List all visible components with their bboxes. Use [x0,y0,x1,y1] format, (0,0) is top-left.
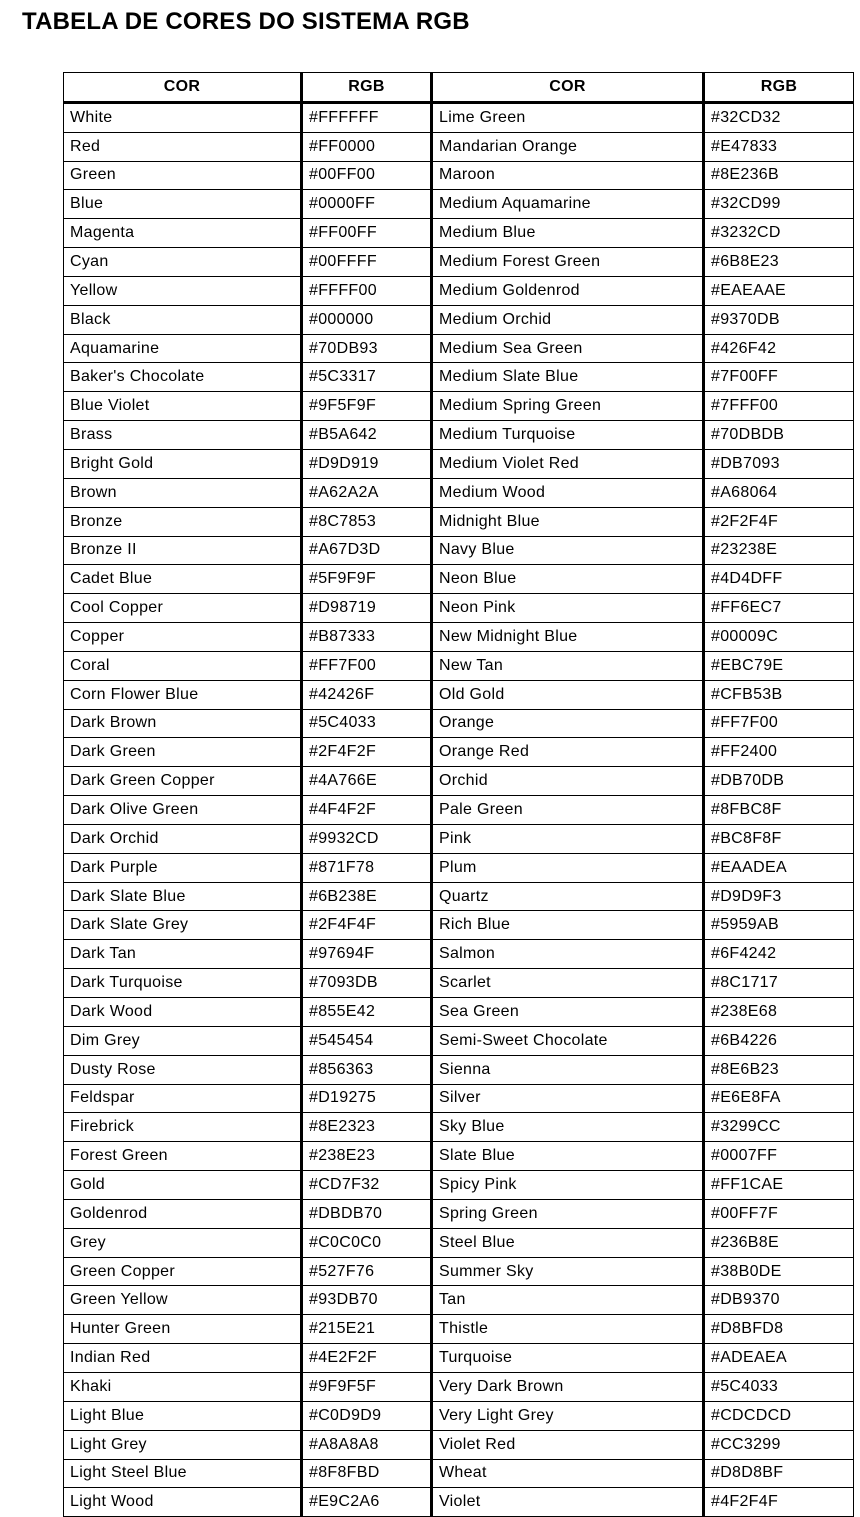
color-name-cell: Medium Aquamarine [432,190,704,219]
table-row [64,161,854,190]
color-name-cell: Medium Slate Blue [432,363,704,392]
color-name-cell: New Midnight Blue [432,623,704,652]
color-name-cell: Medium Wood [432,478,704,507]
rgb-code-cell: #A67D3D [302,536,432,565]
rgb-code-cell: #4F4F2F [302,796,432,825]
table-row [64,1228,854,1257]
color-name-cell: Medium Goldenrod [432,276,704,305]
rgb-code-cell: #CD7F32 [302,1171,432,1200]
table-row [64,248,854,277]
color-name-cell: Dark Wood [64,998,302,1027]
color-name-cell: Dark Tan [64,940,302,969]
color-name-cell: Spicy Pink [432,1171,704,1200]
rgb-code-cell: #D8BFD8 [704,1315,854,1344]
table-row [64,478,854,507]
rgb-code-cell: #9F9F5F [302,1372,432,1401]
color-name-cell: Rich Blue [432,911,704,940]
rgb-code-cell: #00FF7F [704,1199,854,1228]
rgb-code-cell: #9932CD [302,824,432,853]
color-name-cell: Medium Orchid [432,305,704,334]
color-name-cell: Dark Green [64,738,302,767]
color-name-cell: Old Gold [432,680,704,709]
color-name-cell: Blue [64,190,302,219]
rgb-code-cell: #A62A2A [302,478,432,507]
table-row [64,1113,854,1142]
color-name-cell: Orchid [432,767,704,796]
rgb-code-cell: #D9D919 [302,449,432,478]
rgb-code-cell: #6F4242 [704,940,854,969]
rgb-code-cell: #EAADEA [704,853,854,882]
rgb-code-cell: #70DB93 [302,334,432,363]
color-name-cell: Orange [432,709,704,738]
color-name-cell: Very Dark Brown [432,1372,704,1401]
rgb-code-cell: #CFB53B [704,680,854,709]
color-name-cell: Dim Grey [64,1026,302,1055]
rgb-code-cell: #E9C2A6 [302,1488,432,1517]
table-row [64,680,854,709]
color-name-cell: Magenta [64,219,302,248]
table-row [64,738,854,767]
color-name-cell: Maroon [432,161,704,190]
rgb-code-cell: #5C4033 [704,1372,854,1401]
table-row [64,998,854,1027]
color-name-cell: Steel Blue [432,1228,704,1257]
table-row [64,1199,854,1228]
rgb-code-cell: #5C3317 [302,363,432,392]
column-header-color-1: COR [64,73,302,103]
rgb-code-cell: #C0C0C0 [302,1228,432,1257]
rgb-code-cell: #42426F [302,680,432,709]
color-name-cell: Medium Turquoise [432,421,704,450]
color-name-cell: Neon Blue [432,565,704,594]
color-name-cell: Cadet Blue [64,565,302,594]
color-name-cell: Dark Brown [64,709,302,738]
color-name-cell: Bronze [64,507,302,536]
rgb-code-cell: #BC8F8F [704,824,854,853]
rgb-code-cell: #FFFFFF [302,102,432,132]
color-name-cell: Bronze II [64,536,302,565]
rgb-code-cell: #FF7F00 [302,651,432,680]
rgb-code-cell: #5C4033 [302,709,432,738]
rgb-code-cell: #4A766E [302,767,432,796]
column-header-color-2: COR [432,73,704,103]
color-name-cell: Mandarian Orange [432,132,704,161]
color-name-cell: Orange Red [432,738,704,767]
table-row [64,102,854,132]
table-row [64,276,854,305]
rgb-code-cell: #E47833 [704,132,854,161]
rgb-code-cell: #23238E [704,536,854,565]
color-name-cell: Medium Spring Green [432,392,704,421]
color-name-cell: Neon Pink [432,594,704,623]
rgb-code-cell: #DB9370 [704,1286,854,1315]
table-body [64,102,854,1516]
table-row [64,334,854,363]
table-row [64,392,854,421]
column-header-rgb-2: RGB [704,73,854,103]
color-name-cell: Medium Forest Green [432,248,704,277]
color-name-cell: Dark Orchid [64,824,302,853]
rgb-code-cell: #4F2F4F [704,1488,854,1517]
color-name-cell: Pink [432,824,704,853]
rgb-code-cell: #FF2400 [704,738,854,767]
color-table [63,72,854,1517]
rgb-code-cell: #0007FF [704,1142,854,1171]
color-name-cell: Scarlet [432,969,704,998]
color-name-cell: Aquamarine [64,334,302,363]
rgb-code-cell: #426F42 [704,334,854,363]
rgb-code-cell: #8E6B23 [704,1055,854,1084]
rgb-code-cell: #6B238E [302,882,432,911]
rgb-code-cell: #70DBDB [704,421,854,450]
rgb-code-cell: #FF0000 [302,132,432,161]
rgb-code-cell: #9F5F9F [302,392,432,421]
color-name-cell: Khaki [64,1372,302,1401]
table-row [64,1026,854,1055]
table-row [64,940,854,969]
rgb-code-cell: #3299CC [704,1113,854,1142]
table-row [64,709,854,738]
table-row [64,536,854,565]
table-row [64,1171,854,1200]
rgb-code-cell: #DB70DB [704,767,854,796]
rgb-code-cell: #5F9F9F [302,565,432,594]
table-row [64,1344,854,1373]
rgb-code-cell: #6B8E23 [704,248,854,277]
color-name-cell: Brown [64,478,302,507]
rgb-code-cell: #D8D8BF [704,1459,854,1488]
rgb-code-cell: #8E2323 [302,1113,432,1142]
rgb-code-cell: #4E2F2F [302,1344,432,1373]
color-name-cell: Silver [432,1084,704,1113]
color-name-cell: Thistle [432,1315,704,1344]
rgb-code-cell: #38B0DE [704,1257,854,1286]
color-name-cell: Slate Blue [432,1142,704,1171]
table-row [64,421,854,450]
rgb-code-cell: #8F8FBD [302,1459,432,1488]
color-name-cell: Salmon [432,940,704,969]
rgb-code-cell: #855E42 [302,998,432,1027]
rgb-code-cell: #32CD32 [704,102,854,132]
table-row [64,651,854,680]
table-row [64,449,854,478]
table-row [64,853,854,882]
color-name-cell: Copper [64,623,302,652]
rgb-code-cell: #545454 [302,1026,432,1055]
color-name-cell: Violet Red [432,1430,704,1459]
rgb-code-cell: #9370DB [704,305,854,334]
rgb-code-cell: #EAEAAE [704,276,854,305]
table-row [64,767,854,796]
color-name-cell: Wheat [432,1459,704,1488]
rgb-code-cell: #871F78 [302,853,432,882]
color-name-cell: Dark Turquoise [64,969,302,998]
color-name-cell: Red [64,132,302,161]
color-name-cell: Midnight Blue [432,507,704,536]
rgb-code-cell: #FFFF00 [302,276,432,305]
rgb-code-cell: #32CD99 [704,190,854,219]
table-row [64,911,854,940]
table-row [64,190,854,219]
rgb-code-cell: #2F4F4F [302,911,432,940]
table-row [64,1459,854,1488]
rgb-code-cell: #3232CD [704,219,854,248]
rgb-code-cell: #6B4226 [704,1026,854,1055]
table-row [64,132,854,161]
color-name-cell: Light Steel Blue [64,1459,302,1488]
page-title: TABELA DE CORES DO SISTEMA RGB [22,8,470,35]
color-name-cell: Yellow [64,276,302,305]
color-name-cell: Dusty Rose [64,1055,302,1084]
rgb-code-cell: #2F2F4F [704,507,854,536]
rgb-code-cell: #00FFFF [302,248,432,277]
color-name-cell: Quartz [432,882,704,911]
table-row [64,219,854,248]
table-row [64,882,854,911]
rgb-code-cell: #7FFF00 [704,392,854,421]
table-row [64,363,854,392]
color-name-cell: Pale Green [432,796,704,825]
color-name-cell: Dark Slate Grey [64,911,302,940]
rgb-code-cell: #FF6EC7 [704,594,854,623]
color-name-cell: Gold [64,1171,302,1200]
color-name-cell: Grey [64,1228,302,1257]
table-row [64,1430,854,1459]
table-row [64,1257,854,1286]
table-row [64,796,854,825]
table-row [64,1315,854,1344]
rgb-code-cell: #FF00FF [302,219,432,248]
rgb-code-cell: #8E236B [704,161,854,190]
rgb-code-cell: #93DB70 [302,1286,432,1315]
color-name-cell: Sea Green [432,998,704,1027]
rgb-code-cell: #00FF00 [302,161,432,190]
rgb-code-cell: #238E68 [704,998,854,1027]
rgb-code-cell: #CDCDCD [704,1401,854,1430]
column-header-rgb-1: RGB [302,73,432,103]
table-row [64,1142,854,1171]
table-row [64,305,854,334]
table-row [64,1055,854,1084]
table-row [64,565,854,594]
rgb-code-cell: #C0D9D9 [302,1401,432,1430]
color-name-cell: Cyan [64,248,302,277]
color-name-cell: Tan [432,1286,704,1315]
color-name-cell: New Tan [432,651,704,680]
color-name-cell: Light Grey [64,1430,302,1459]
rgb-code-cell: #8C7853 [302,507,432,536]
color-name-cell: Dark Slate Blue [64,882,302,911]
rgb-code-cell: #DB7093 [704,449,854,478]
color-name-cell: Very Light Grey [432,1401,704,1430]
color-name-cell: Blue Violet [64,392,302,421]
rgb-code-cell: #7F00FF [704,363,854,392]
table-row [64,623,854,652]
rgb-code-cell: #00009C [704,623,854,652]
color-name-cell: Dark Green Copper [64,767,302,796]
rgb-code-cell: #DBDB70 [302,1199,432,1228]
rgb-code-cell: #B87333 [302,623,432,652]
rgb-code-cell: #527F76 [302,1257,432,1286]
table-row [64,1372,854,1401]
rgb-code-cell: #D9D9F3 [704,882,854,911]
rgb-code-cell: #D98719 [302,594,432,623]
color-name-cell: Light Wood [64,1488,302,1517]
rgb-code-cell: #ADEAEA [704,1344,854,1373]
color-name-cell: Black [64,305,302,334]
rgb-code-cell: #FF1CAE [704,1171,854,1200]
color-name-cell: Spring Green [432,1199,704,1228]
rgb-code-cell: #215E21 [302,1315,432,1344]
rgb-code-cell: #CC3299 [704,1430,854,1459]
rgb-code-cell: #A68064 [704,478,854,507]
rgb-code-cell: #8FBC8F [704,796,854,825]
rgb-code-cell: #2F4F2F [302,738,432,767]
table-row [64,594,854,623]
table-row [64,1401,854,1430]
color-name-cell: Medium Blue [432,219,704,248]
rgb-code-cell: #5959AB [704,911,854,940]
table-row [64,1488,854,1517]
color-name-cell: Medium Violet Red [432,449,704,478]
rgb-code-cell: #856363 [302,1055,432,1084]
color-name-cell: Plum [432,853,704,882]
rgb-code-cell: #000000 [302,305,432,334]
color-name-cell: Brass [64,421,302,450]
rgb-code-cell: #7093DB [302,969,432,998]
color-name-cell: Green Copper [64,1257,302,1286]
color-name-cell: Firebrick [64,1113,302,1142]
color-name-cell: Hunter Green [64,1315,302,1344]
rgb-code-cell: #D19275 [302,1084,432,1113]
rgb-code-cell: #0000FF [302,190,432,219]
color-name-cell: Baker's Chocolate [64,363,302,392]
table-row [64,1084,854,1113]
color-name-cell: Bright Gold [64,449,302,478]
rgb-code-cell: #8C1717 [704,969,854,998]
rgb-code-cell: #236B8E [704,1228,854,1257]
rgb-code-cell: #B5A642 [302,421,432,450]
color-name-cell: Cool Copper [64,594,302,623]
color-name-cell: Semi-Sweet Chocolate [432,1026,704,1055]
rgb-code-cell: #A8A8A8 [302,1430,432,1459]
color-name-cell: Feldspar [64,1084,302,1113]
color-name-cell: Lime Green [432,102,704,132]
table-header-row [64,73,854,103]
table-row [64,507,854,536]
color-name-cell: Green [64,161,302,190]
table-row [64,969,854,998]
rgb-code-cell: #238E23 [302,1142,432,1171]
color-name-cell: Navy Blue [432,536,704,565]
table-row [64,824,854,853]
color-name-cell: Sky Blue [432,1113,704,1142]
color-name-cell: Summer Sky [432,1257,704,1286]
table-row [64,1286,854,1315]
color-name-cell: Violet [432,1488,704,1517]
color-name-cell: Forest Green [64,1142,302,1171]
color-name-cell: Medium Sea Green [432,334,704,363]
rgb-code-cell: #E6E8FA [704,1084,854,1113]
color-name-cell: Dark Olive Green [64,796,302,825]
rgb-code-cell: #EBC79E [704,651,854,680]
color-name-cell: Turquoise [432,1344,704,1373]
rgb-code-cell: #FF7F00 [704,709,854,738]
color-name-cell: Sienna [432,1055,704,1084]
color-name-cell: Light Blue [64,1401,302,1430]
color-name-cell: Indian Red [64,1344,302,1373]
color-name-cell: Corn Flower Blue [64,680,302,709]
color-name-cell: Green Yellow [64,1286,302,1315]
color-name-cell: Dark Purple [64,853,302,882]
color-name-cell: White [64,102,302,132]
color-name-cell: Goldenrod [64,1199,302,1228]
rgb-code-cell: #97694F [302,940,432,969]
rgb-code-cell: #4D4DFF [704,565,854,594]
color-name-cell: Coral [64,651,302,680]
